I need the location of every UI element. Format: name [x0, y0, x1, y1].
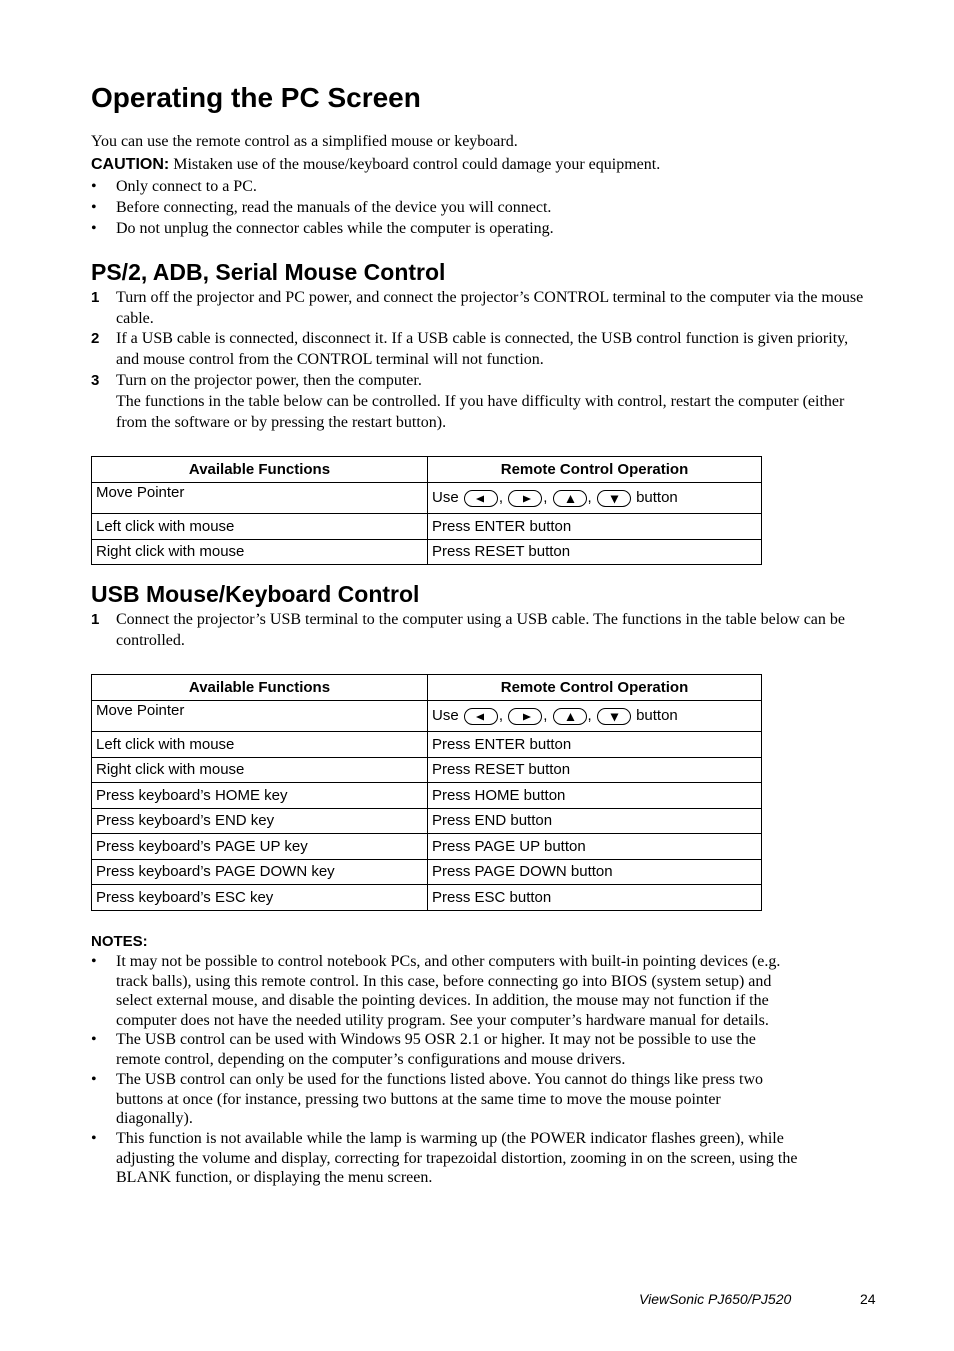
note-line: The USB control can only be used for the functions listed above. You cannot do things like press two	[116, 1071, 764, 1088]
note-item	[91, 1030, 866, 1069]
note-line: diagonally).	[116, 1110, 193, 1128]
footer-brand: ViewSonic PJ650/PJ520	[639, 1291, 792, 1307]
bullet-dot: •	[91, 1031, 97, 1048]
operation-cell: Press ENTER button	[428, 514, 762, 540]
function-cell: Right click with mouse	[92, 757, 428, 783]
note-item	[91, 1129, 866, 1188]
note-line: remote control, depending on the computer’s configurations and mouse drivers.	[116, 1050, 626, 1068]
right-arrow-button-icon	[508, 490, 542, 507]
table-header-row	[92, 457, 762, 483]
note-line: BLANK function, or displaying the menu screen.	[116, 1169, 433, 1187]
step-text: Turn on the projector power, then the computer.	[116, 372, 422, 389]
page-title: Operating the PC Screen	[91, 82, 421, 113]
note-item	[91, 952, 866, 1030]
step-number: 1	[91, 611, 100, 628]
function-cell: Press keyboard’s PAGE UP key	[92, 834, 428, 860]
note-line: buttons at once (for instance, pressing two buttons at the same time to move the mouse pointer	[116, 1090, 721, 1108]
right-arrow-button-icon	[508, 708, 542, 725]
separator: ,	[543, 707, 548, 725]
operation-cell: Press HOME button	[428, 783, 762, 809]
bullet-dot: •	[91, 199, 97, 216]
step-number: 3	[91, 372, 100, 389]
function-cell: Press keyboard’s END key	[92, 808, 428, 834]
separator: ,	[587, 489, 592, 507]
note-line: select external mouse, and disable the pointing devices. In addition, the mouse may not function if the	[116, 992, 769, 1010]
caution-label: CAUTION:	[91, 156, 170, 173]
table-row	[92, 885, 762, 911]
down-arrow-button-icon	[597, 490, 631, 507]
bullet-text: Only connect to a PC.	[116, 178, 257, 195]
table-row	[92, 757, 762, 783]
use-label: Use	[432, 489, 459, 507]
operation-cell: Press PAGE UP button	[428, 834, 762, 860]
step-number: 2	[91, 330, 100, 347]
left-arrow-button-icon	[464, 708, 498, 725]
table-row	[92, 834, 762, 860]
separator: ,	[498, 707, 504, 725]
caution-bullet	[91, 197, 866, 218]
note-line: The USB control can be used with Windows 95 OSR 2.1 or higher. It may not be possible to use the	[116, 1031, 756, 1048]
note-line: It may not be possible to control notebook PCs, and other computers with built-in pointing devices (e.g.	[116, 953, 781, 970]
left-arrow-button-icon	[464, 490, 498, 507]
operation-cell: Press ENTER button	[428, 732, 762, 758]
note-line: computer does not have the needed utility program. See your computer’s hardware manual for details.	[116, 1011, 769, 1029]
table-header-row	[92, 675, 762, 701]
step-text: Turn off the projector and PC power, and connect the projector’s CONTROL terminal to the computer via the mouse cable.	[116, 289, 864, 327]
table-row	[92, 859, 762, 885]
separator: ,	[587, 707, 592, 725]
caution-line	[91, 154, 866, 175]
caution-bullet	[91, 218, 866, 239]
note-line: track balls), using this remote control. In this case, before connecting go into BIOS (system setup) and	[116, 972, 772, 990]
operation-cell: Press PAGE DOWN button	[428, 859, 762, 885]
bullet-dot: •	[91, 220, 97, 237]
table-header-cell: Remote Control Operation	[428, 675, 762, 701]
step-text: If a USB cable is connected, disconnect it. If a USB cable is connected, the USB control function is given priority, and mouse control from the CONTROL terminal will not function.	[116, 330, 849, 368]
notes-title: NOTES:	[91, 933, 148, 950]
table-row	[92, 783, 762, 809]
operation-cell: Press RESET button	[428, 539, 762, 565]
note-line: adjusting the volume and display, correcting for trapezoidal distortion, zooming in on the screen, using the	[116, 1149, 798, 1167]
separator: ,	[543, 489, 548, 507]
operation-cell: Press END button	[428, 808, 762, 834]
section-heading-ps2: PS/2, ADB, Serial Mouse Control	[91, 259, 446, 285]
step-item	[91, 609, 866, 651]
up-arrow-button-icon	[553, 490, 587, 507]
note-item	[91, 1070, 866, 1129]
separator: ,	[498, 489, 504, 507]
ps2-functions-table	[91, 456, 762, 565]
note-line: This function is not available while the lamp is warming up (the POWER indicator flashes green), while	[116, 1130, 784, 1147]
function-cell: Press keyboard’s ESC key	[92, 885, 428, 911]
page-number: 24	[860, 1291, 876, 1307]
table-header-cell: Remote Control Operation	[428, 457, 762, 483]
bullet-text: Do not unplug the connector cables while the computer is operating.	[116, 220, 554, 237]
table-row	[92, 539, 762, 565]
button-label: button	[636, 707, 678, 725]
table-header-cell: Available Functions	[92, 457, 428, 483]
bullet-dot: •	[91, 953, 97, 970]
section-heading-usb: USB Mouse/Keyboard Control	[91, 581, 420, 607]
step-item	[91, 370, 866, 433]
caution-text: Mistaken use of the mouse/keyboard control could damage your equipment.	[169, 156, 661, 173]
operation-cell: Press RESET button	[428, 757, 762, 783]
down-arrow-button-icon	[597, 708, 631, 725]
function-cell: Press keyboard’s HOME key	[92, 783, 428, 809]
table-row	[92, 732, 762, 758]
caution-bullet	[91, 176, 866, 197]
usb-functions-table	[91, 674, 762, 911]
step-number: 1	[91, 289, 100, 306]
step-item	[91, 328, 866, 370]
function-cell: Move Pointer	[92, 483, 428, 514]
function-cell: Press keyboard’s PAGE DOWN key	[92, 859, 428, 885]
table-row	[92, 701, 762, 732]
intro-text: You can use the remote control as a simplified mouse or keyboard.	[91, 133, 518, 150]
use-label: Use	[432, 707, 459, 725]
bullet-dot: •	[91, 178, 97, 195]
bullet-text: Before connecting, read the manuals of the device you will connect.	[116, 199, 552, 216]
step-text-continued: The functions in the table below can be controlled. If you have difficulty with control, restart the computer (either from the software or by pressing the restart button).	[116, 393, 845, 431]
table-row	[92, 483, 762, 514]
step-text: Connect the projector’s USB terminal to the computer using a USB cable. The functions in the table below can be controlled.	[116, 611, 846, 649]
operation-cell	[428, 483, 762, 514]
function-cell: Right click with mouse	[92, 539, 428, 565]
function-cell: Left click with mouse	[92, 732, 428, 758]
table-header-cell: Available Functions	[92, 675, 428, 701]
table-row	[92, 514, 762, 540]
bullet-dot: •	[91, 1071, 97, 1088]
step-item	[91, 287, 866, 329]
table-row	[92, 808, 762, 834]
button-label: button	[636, 489, 678, 507]
operation-cell: Press ESC button	[428, 885, 762, 911]
bullet-dot: •	[91, 1130, 97, 1147]
function-cell: Move Pointer	[92, 701, 428, 732]
operation-cell	[428, 701, 762, 732]
up-arrow-button-icon	[553, 708, 587, 725]
function-cell: Left click with mouse	[92, 514, 428, 540]
